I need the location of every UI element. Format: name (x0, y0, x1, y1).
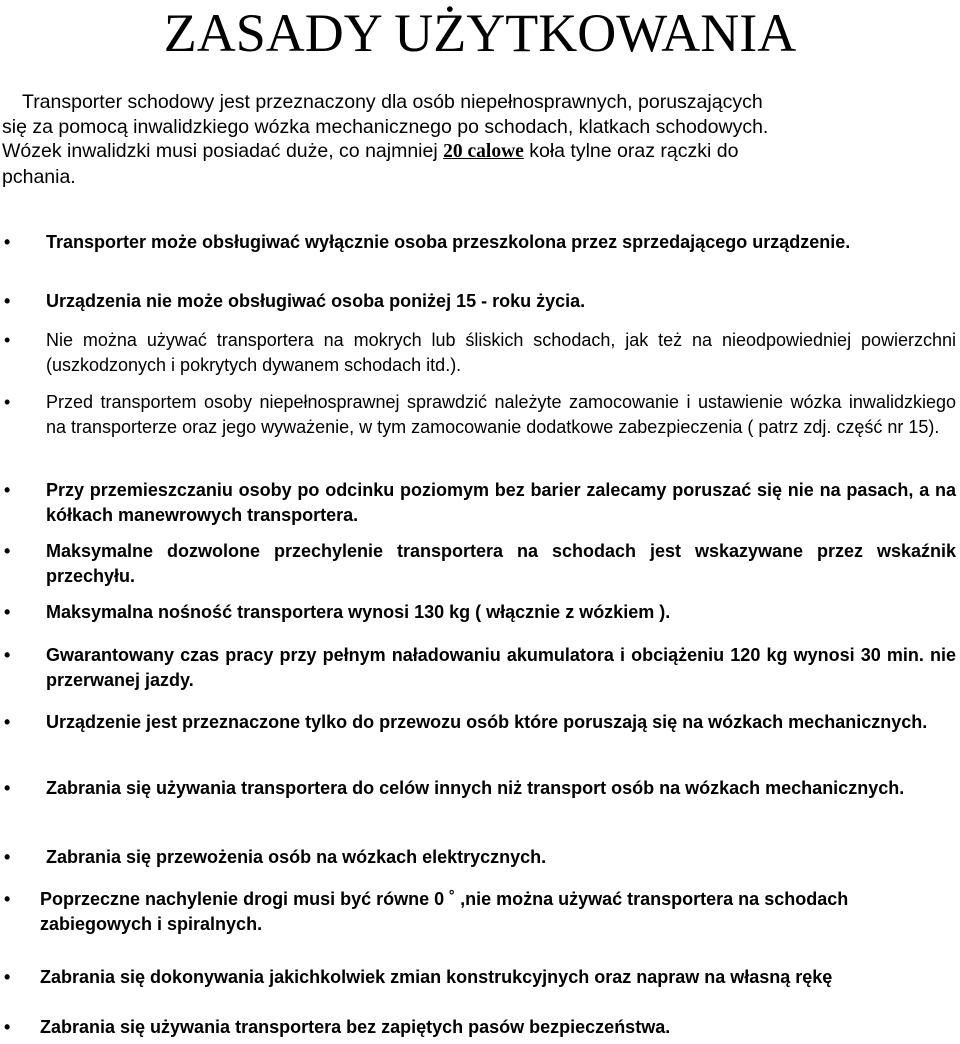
intro-text: koła tylne oraz rączki do (523, 140, 739, 162)
bullet-icon: • (4, 392, 11, 412)
intro-text: się za pomocą inwalidzkiego wózka mechanicznego po schodach, klatkach schodowych. (2, 115, 769, 138)
bullet-icon: • (4, 712, 11, 732)
bullet-icon: • (4, 602, 11, 622)
rule-text: Przy przemieszczaniu osoby po odcinku poziomym bez barier zalecamy poruszać się nie na pasach, a na kółkach manewrowych transportera. (46, 480, 956, 525)
rule-text: Zabrania się używania transportera do celów innych niż transport osób na wózkach mechanicznych. (46, 778, 905, 798)
intro-text: Wózek inwalidzki musi posiadać duże, co najmniej (2, 140, 444, 162)
rule-text: Urządzenie jest przeznaczone tylko do przewozu osób które poruszają się na wózkach mechanicznych. (46, 712, 928, 732)
rule-text: Zabrania się używania transportera bez zapiętych pasów bezpieczeństwa. (40, 1017, 671, 1037)
intro-text: Transporter schodowy jest przeznaczony dla osób niepełnosprawnych, poruszających (22, 91, 763, 113)
rule-text: Gwarantowany czas pracy przy pełnym naładowaniu akumulatora i obciążeniu 120 kg wynosi 30 min. nie przerwanej jazdy. (46, 645, 956, 690)
bullet-icon: • (4, 330, 11, 350)
bullet-icon: • (4, 778, 11, 798)
bullet-icon: • (4, 291, 11, 311)
bullet-icon: • (4, 480, 11, 500)
rule-text: Transporter może obsługiwać wyłącznie osoba przeszkolona przez sprzedającego urządzenie. (46, 232, 851, 252)
rule-text: Zabrania się przewożenia osób na wózkach elektrycznych. (46, 847, 547, 867)
bullet-icon: • (4, 889, 11, 909)
intro-paragraph (2, 90, 952, 189)
wheel-size-highlight: 20 calowe (443, 141, 524, 162)
bullet-icon: • (4, 541, 11, 561)
intro-line (2, 115, 952, 140)
bullet-icon: • (4, 1017, 11, 1037)
bullet-icon: • (4, 967, 11, 987)
rule-text: Maksymalna nośność transportera wynosi 130 kg ( włącznie z wózkiem ). (46, 602, 671, 622)
intro-line (2, 90, 952, 115)
rule-text: Zabrania się dokonywania jakichkolwiek zmian konstrukcyjnych oraz napraw na własną rękę (40, 967, 833, 987)
intro-line (2, 165, 952, 190)
bullet-icon: • (4, 645, 11, 665)
bullet-icon: • (4, 232, 11, 252)
page-title: ZASADY UŻYTKOWANIA (163, 3, 797, 63)
bullet-icon: • (4, 847, 11, 867)
intro-text: pchania. (2, 165, 76, 188)
rule-text: Maksymalne dozwolone przechylenie transportera na schodach jest wskazywane przez wskaźnik przechyłu. (46, 541, 956, 586)
intro-line (2, 139, 952, 165)
rule-text: Przed transportem osoby niepełnosprawnej sprawdzić należyte zamocowanie i ustawienie wózka inwalidzkiego na transporterze oraz jego wyważenie, w tym zamocowanie dodatkowe zabezpieczenia ( patrz zdj. część nr 15). (46, 392, 956, 437)
rule-text: Urządzenia nie może obsługiwać osoba poniżej 15 - roku życia. (46, 291, 586, 311)
rule-text: Poprzeczne nachylenie drogi musi być równe 0 ˚ ,nie można używać transportera na schodach zabiegowych i spiralnych. (40, 889, 849, 934)
rule-text: Nie można używać transportera na mokrych lub śliskich schodach, jak też na nieodpowiedniej powierzchni (uszkodzonych i pokrytych dywanem schodach itd.). (46, 330, 956, 375)
